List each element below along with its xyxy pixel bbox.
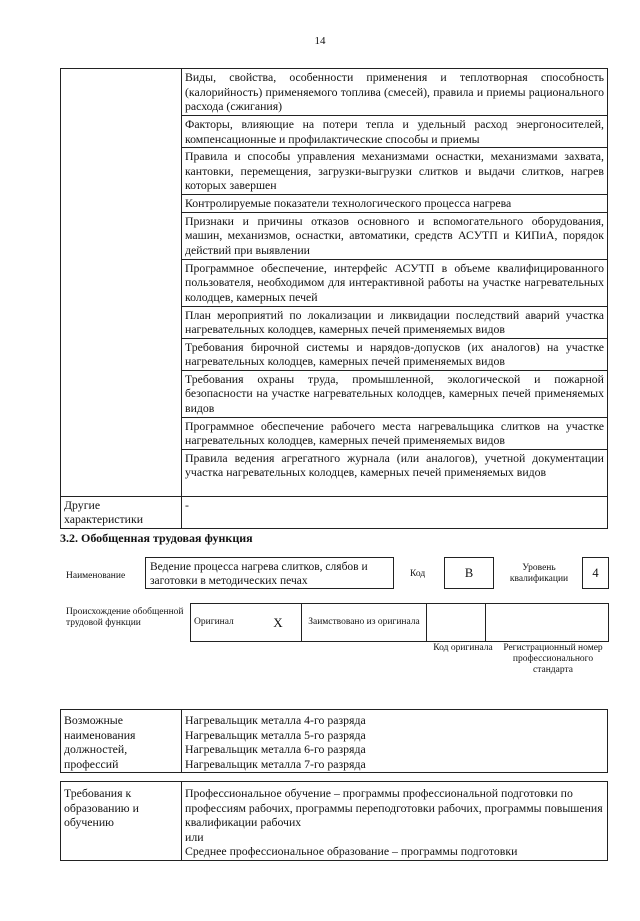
code-label: Код — [410, 569, 426, 579]
code-original-label: Код оригинала — [433, 643, 493, 653]
original-mark: X — [255, 604, 302, 642]
borrowed-label: Заимствовано из оригинала — [302, 604, 427, 642]
reg-number-label: Регистрационный номер профессионального стандарта — [503, 643, 603, 675]
knowledge-item: Требования охраны труда, промышленной, экологической и пожарной безопасности на участке нагревательных колодцев, камерных печей применяемых видов — [182, 370, 608, 417]
original-label: Оригинал — [191, 604, 256, 642]
jobs-table — [60, 709, 608, 773]
table-row — [61, 710, 608, 773]
job-item: Нагревальщик металла 4-го разряда — [185, 713, 366, 727]
table-row — [61, 496, 608, 528]
education-table — [60, 781, 608, 861]
knowledge-label-cell — [61, 69, 182, 497]
knowledge-item: Программное обеспечение рабочего места нагревальщика слитков на участке нагревательных колодцев, камерных печей применяемых видов — [182, 417, 608, 449]
job-item: Нагревальщик металла 6-го разряда — [185, 742, 366, 756]
knowledge-item: Программное обеспечение, интерфейс АСУТП в объеме квалифицированного пользователя, необходимом для интерактивной работы на участке нагревательных колодцев, камерных печей — [182, 259, 608, 306]
knowledge-item: Правила и способы управления механизмами оснастки, механизмами захвата, кантовки, перемещения, загрузки-выгрузки слитков и выдачи слитков, нагрев которых завершен — [182, 148, 608, 195]
origin-table — [190, 603, 609, 642]
level-label: Уровень квалификации — [509, 563, 569, 584]
education-label: Требования к образованию и обучению — [61, 782, 182, 861]
knowledge-item: План мероприятий по локализации и ликвидации последствий аварий участка нагревательных колодцев, камерных печей применяемых видов — [182, 306, 608, 338]
other-characteristics-label: Другие характеристики — [61, 496, 182, 528]
section-title: 3.2. Обобщенная трудовая функция — [60, 531, 253, 545]
jobs-list — [182, 710, 608, 773]
code-box: В — [444, 557, 494, 589]
education-line: или — [185, 829, 204, 844]
function-name-box: Ведение процесса нагрева слитков, слябов и заготовки в методических печах — [145, 557, 394, 589]
education-line: Среднее профессиональное образование – программы подготовки — [185, 844, 518, 858]
education-line: Профессиональное обучение – программы профессиональной подготовки по профессиям рабочих, программы переподготовки рабочих, программы повышения квалификации рабочих — [185, 786, 603, 829]
knowledge-item: Признаки и причины отказов основного и вспомогательного оборудования, машин, механизмов, оснастки, автоматики, средств АСУТП и КИПиА, порядок действий при выявлении — [182, 212, 608, 259]
education-content — [182, 782, 608, 861]
knowledge-item: Требования бирочной системы и нарядов-допусков (их аналогов) на участке нагревательных колодцев, камерных печей применяемых видов — [182, 338, 608, 370]
reg-number-cell — [486, 604, 609, 642]
level-box: 4 — [582, 557, 609, 589]
jobs-label: Возможные наименования должностей, профессий — [61, 710, 182, 773]
code-original-cell — [427, 604, 486, 642]
table-row — [191, 604, 609, 642]
page-number: 14 — [314, 35, 326, 47]
knowledge-item: Виды, свойства, особенности применения и теплотворная способность (калорийность) применяемого топлива (смесей), правила и приемы рационального расхода (сжигания) — [182, 69, 608, 116]
other-characteristics-value: - — [182, 496, 608, 528]
name-label: Наименование — [66, 571, 126, 581]
knowledge-item: Правила ведения агрегатного журнала (или аналогов), учетной документации участка нагревательных колодцев, камерных печей применяемых видов — [182, 449, 608, 496]
knowledge-table — [60, 68, 608, 529]
table-row — [61, 782, 608, 861]
job-item: Нагревальщик металла 5-го разряда — [185, 727, 366, 742]
knowledge-item: Факторы, влияющие на потери тепла и удельный расход энергоносителей, компенсационные и профилактические способы и приемы — [182, 116, 608, 148]
table-row — [61, 69, 608, 116]
job-item: Нагревальщик металла 7-го разряда — [185, 756, 366, 771]
origin-label: Происхождение обобщенной трудовой функции — [66, 607, 184, 628]
knowledge-item: Контролируемые показатели технологического процесса нагрева — [182, 195, 608, 213]
